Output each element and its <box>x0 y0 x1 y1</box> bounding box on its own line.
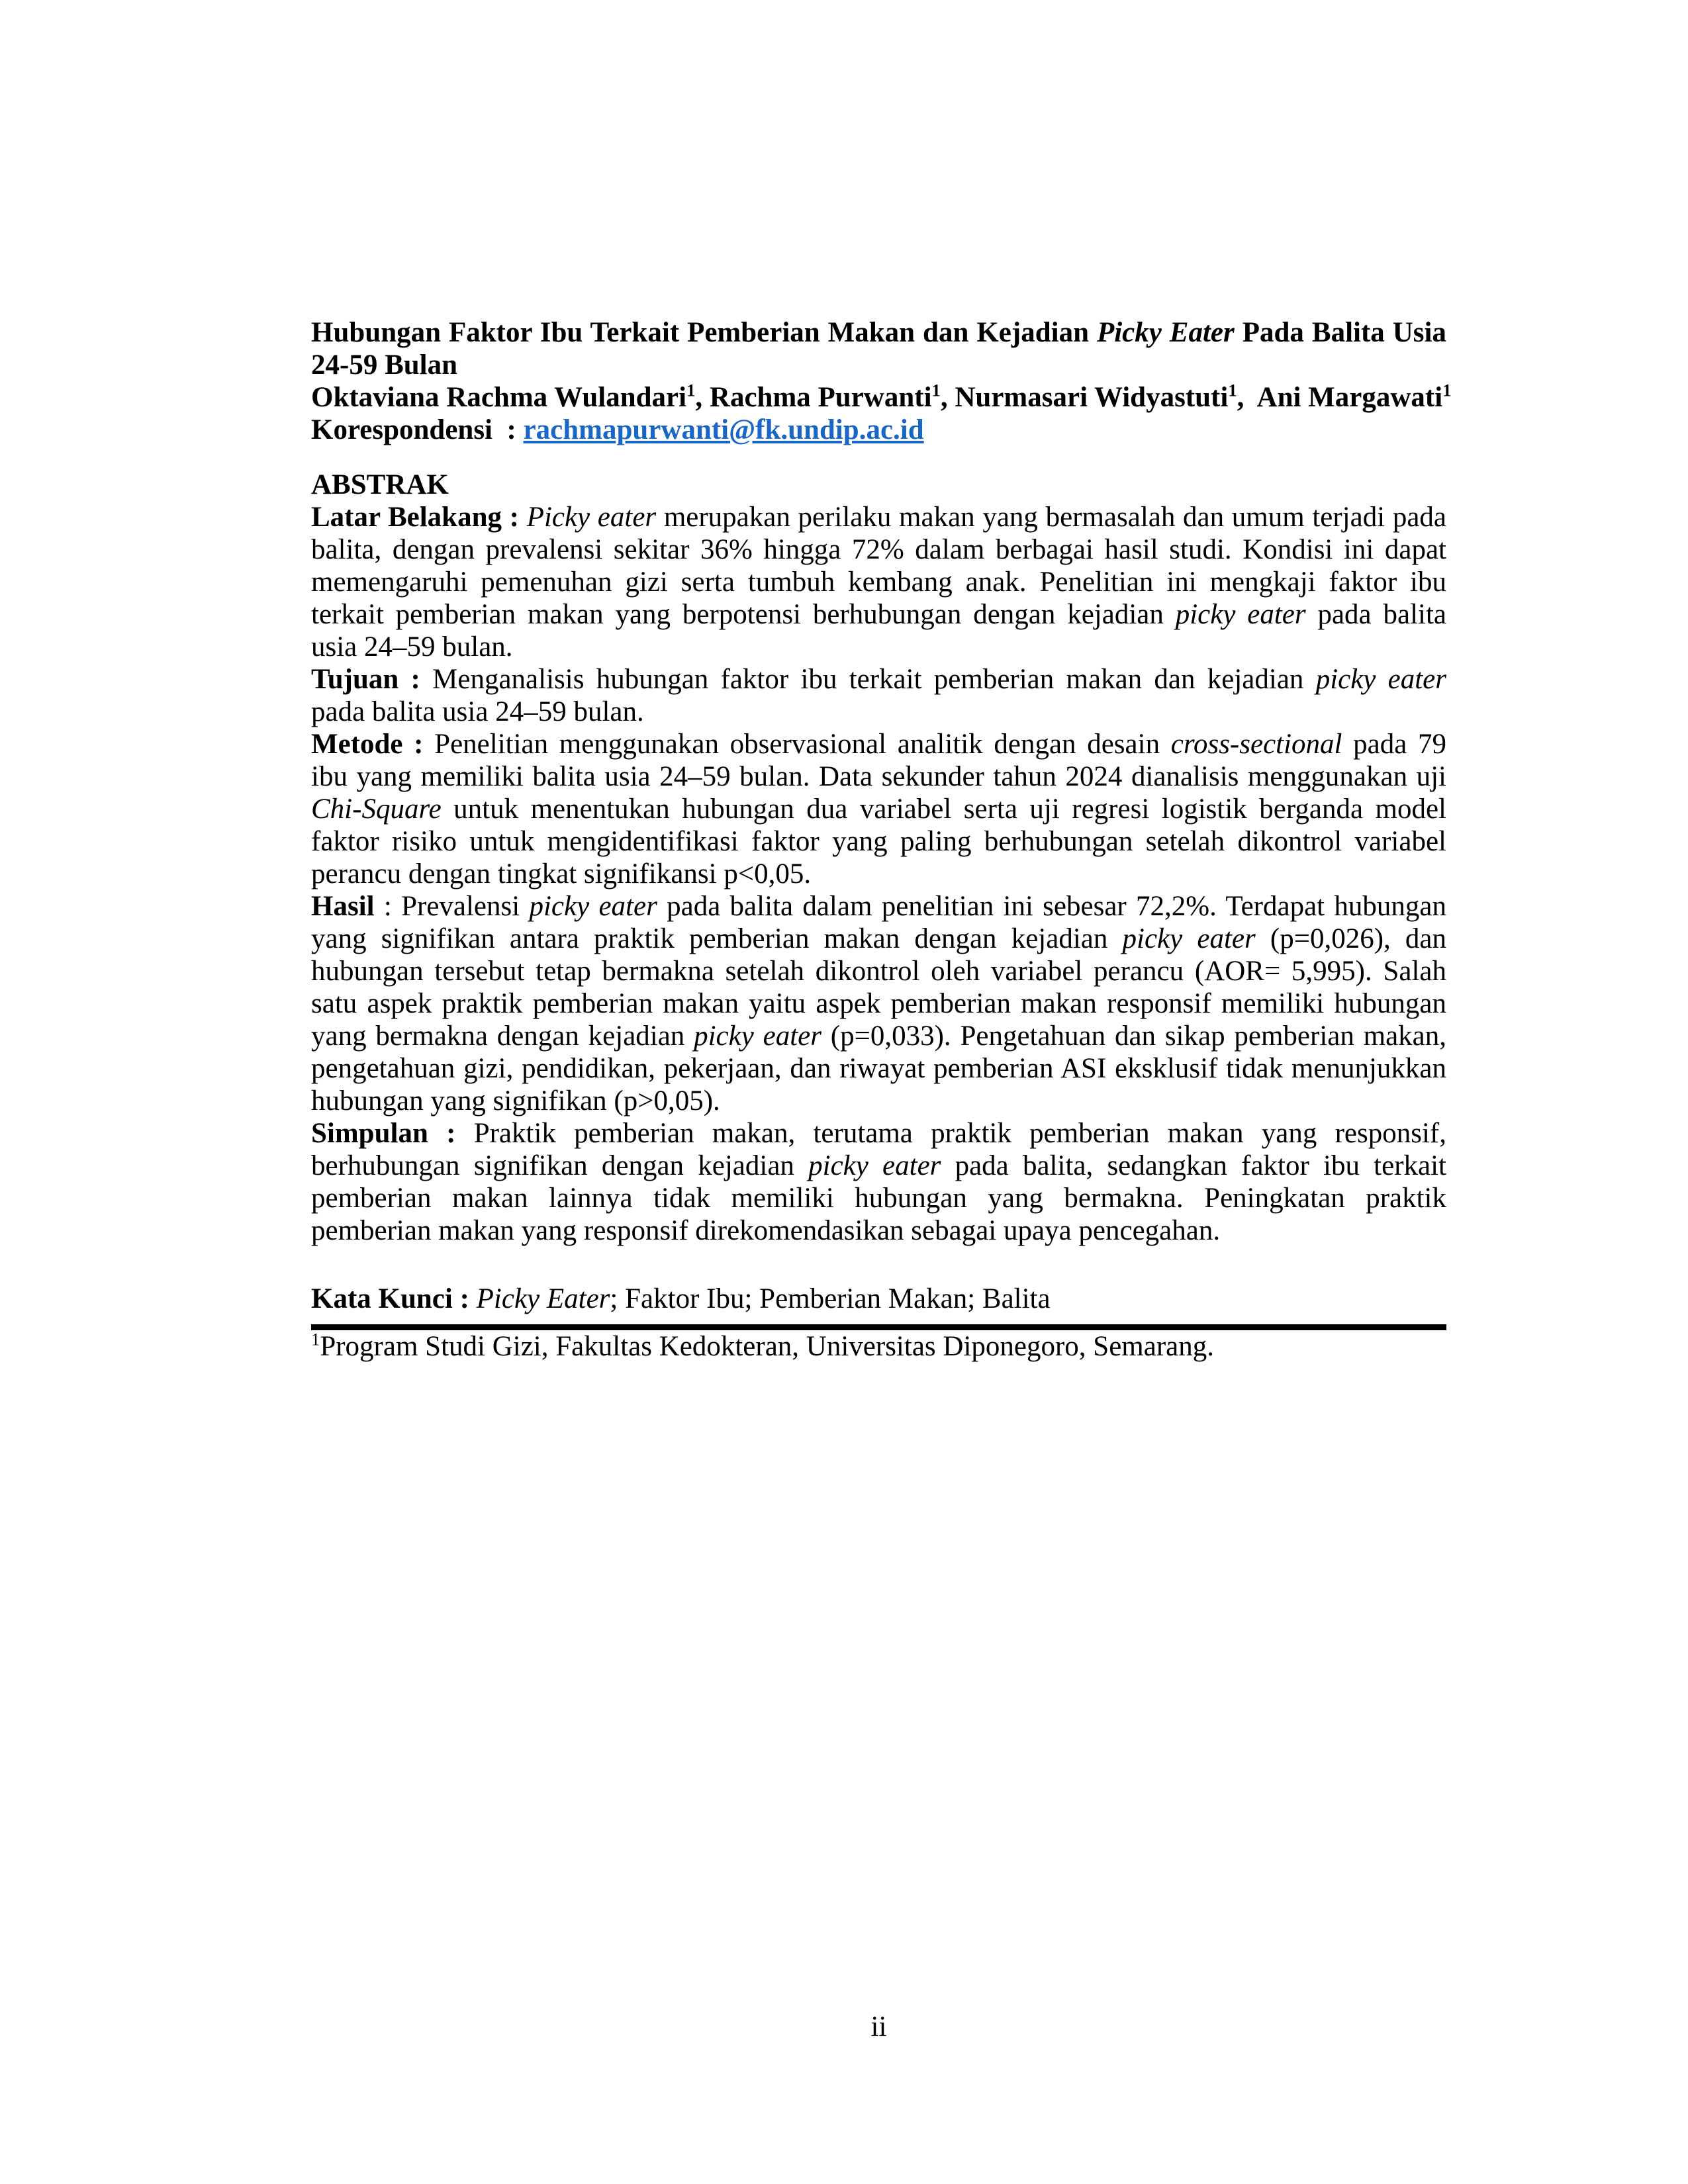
author-affiliation-superscript: 1 <box>1228 380 1237 400</box>
keywords-line <box>311 1283 1446 1315</box>
tujuan-text-tail: pada balita usia 24–59 bulan. <box>311 696 644 727</box>
picky-eater-italic: picky eater <box>1315 664 1447 695</box>
picky-eater-italic: picky eater <box>1175 599 1306 630</box>
paper-title <box>311 316 1446 381</box>
latar-belakang-label: Latar Belakang : <box>311 502 527 533</box>
picky-eater-italic: picky eater <box>529 891 657 922</box>
picky-eater-italic: picky eater <box>694 1021 821 1052</box>
latar-belakang-text-tail: pada balita usia 24–59 bulan. <box>311 599 1447 662</box>
tujuan-paragraph <box>311 663 1446 728</box>
authors-line <box>311 380 1452 414</box>
keywords-label: Kata Kunci : <box>311 1283 477 1314</box>
hasil-text: : Prevalensi <box>374 891 530 922</box>
picky-eater-italic: Picky Eater <box>476 1283 610 1314</box>
metode-paragraph <box>311 728 1446 890</box>
author-name: , Rachma Purwanti <box>695 382 932 413</box>
title-picky-eater-italic: Picky Eater <box>1096 317 1235 348</box>
keywords-list: ; Faktor Ibu; Pemberian Makan; Balita <box>610 1283 1051 1314</box>
title-text-tail: Pada Balita Usia 24-59 Bulan <box>311 317 1446 381</box>
metode-text: Penelitian menggunakan observasional analitik dengan desain <box>434 729 1171 760</box>
picky-eater-italic: picky eater <box>808 1150 941 1181</box>
author-affiliation-superscript: 1 <box>1442 380 1452 400</box>
author-name: , Nurmasari Widyastuti <box>940 382 1229 413</box>
title-text: Hubungan Faktor Ibu Terkait Pemberian Makan dan Kejadian <box>311 317 1097 348</box>
abstract-page-content <box>311 316 1452 1363</box>
footnote-superscript: 1 <box>311 1329 320 1349</box>
picky-eater-italic: picky eater <box>1122 923 1256 954</box>
affiliation-footnote <box>311 1330 1446 1363</box>
metode-text-tail: untuk menentukan hubungan dua variabel serta uji regresi logistik berganda model faktor risiko untuk mengidentifikasi faktor yang paling berhubungan setelah dikontrol variabel perancu dengan tingkat signifikansi p<0,05. <box>311 794 1446 889</box>
hasil-text: (p=0,026), dan hubungan tersebut tetap bermakna setelah dikontrol oleh variabel perancu (AOR= 5,995). Salah satu aspek praktik pemberian makan yaitu aspek pemberian makan responsif memiliki hubungan yang bermakna dengan kejadian <box>311 923 1446 1052</box>
hasil-paragraph <box>311 890 1446 1117</box>
correspondence-email-link[interactable]: rachmapurwanti@fk.undip.ac.id <box>523 414 924 445</box>
cross-sectional-italic: cross-sectional <box>1170 729 1342 760</box>
hasil-text-tail: (p=0,033). Pengetahuan dan sikap pemberian makan, pengetahuan gizi, pendidikan, pekerjaan, dan riwayat pemberian ASI eksklusif tidak menunjukkan hubungan yang signifikan (p>0,05). <box>311 1021 1447 1116</box>
metode-label: Metode : <box>311 729 435 760</box>
author-name: , Ani Margawati <box>1237 382 1443 413</box>
tujuan-text: Menganalisis hubungan faktor ibu terkait pemberian makan dan kejadian <box>432 664 1316 695</box>
latar-belakang-text: merupakan perilaku makan yang bermasalah dan umum terjadi pada balita, dengan prevalensi sekitar 36% hingga 72% dalam berbagai hasil studi. Kondisi ini dapat memengaruhi pemenuhan gizi serta tumbuh kembang anak. Penelitian ini mengkaji faktor ibu terkait pemberian makan yang berpotensi berhubungan dengan kejadian <box>311 502 1446 630</box>
hasil-text: pada balita dalam penelitian ini sebesar 72,2%. Terdapat hubungan yang signifikan antara praktik pemberian makan dengan kejadian <box>311 891 1446 954</box>
correspondence-line <box>311 414 1446 446</box>
author-affiliation-superscript: 1 <box>686 380 696 400</box>
simpulan-label: Simpulan : <box>311 1118 474 1149</box>
metode-text: pada 79 ibu yang memiliki balita usia 24–59 bulan. Data sekunder tahun 2024 dianalisis menggunakan uji <box>311 729 1447 792</box>
page-number: ii <box>870 2011 887 2042</box>
simpulan-text-tail: pada balita, sedangkan faktor ibu terkait pemberian makan lainnya tidak memiliki hubungan yang bermakna. Peningkatan praktik pemberian makan yang responsif direkomendasikan sebagai upaya pencegahan. <box>311 1150 1446 1246</box>
simpulan-text: Praktik pemberian makan, terutama praktik pemberian makan yang responsif, berhubungan signifikan dengan kejadian <box>311 1118 1446 1181</box>
simpulan-paragraph <box>311 1117 1446 1247</box>
footnote-divider-rule <box>311 1324 1446 1330</box>
affiliation-text: Program Studi Gizi, Fakultas Kedokteran, Universitas Diponegoro, Semarang. <box>320 1331 1214 1362</box>
latar-belakang-paragraph <box>311 501 1446 663</box>
hasil-label: Hasil <box>311 891 375 922</box>
author-affiliation-superscript: 1 <box>931 380 941 400</box>
tujuan-label: Tujuan : <box>311 664 433 695</box>
picky-eater-italic: Picky eater <box>526 502 657 533</box>
chi-square-italic: Chi-Square <box>311 794 442 825</box>
author-name: Oktaviana Rachma Wulandari <box>311 382 687 413</box>
abstract-heading: ABSTRAK <box>311 469 449 500</box>
correspondence-label: Korespondensi : <box>311 414 524 445</box>
